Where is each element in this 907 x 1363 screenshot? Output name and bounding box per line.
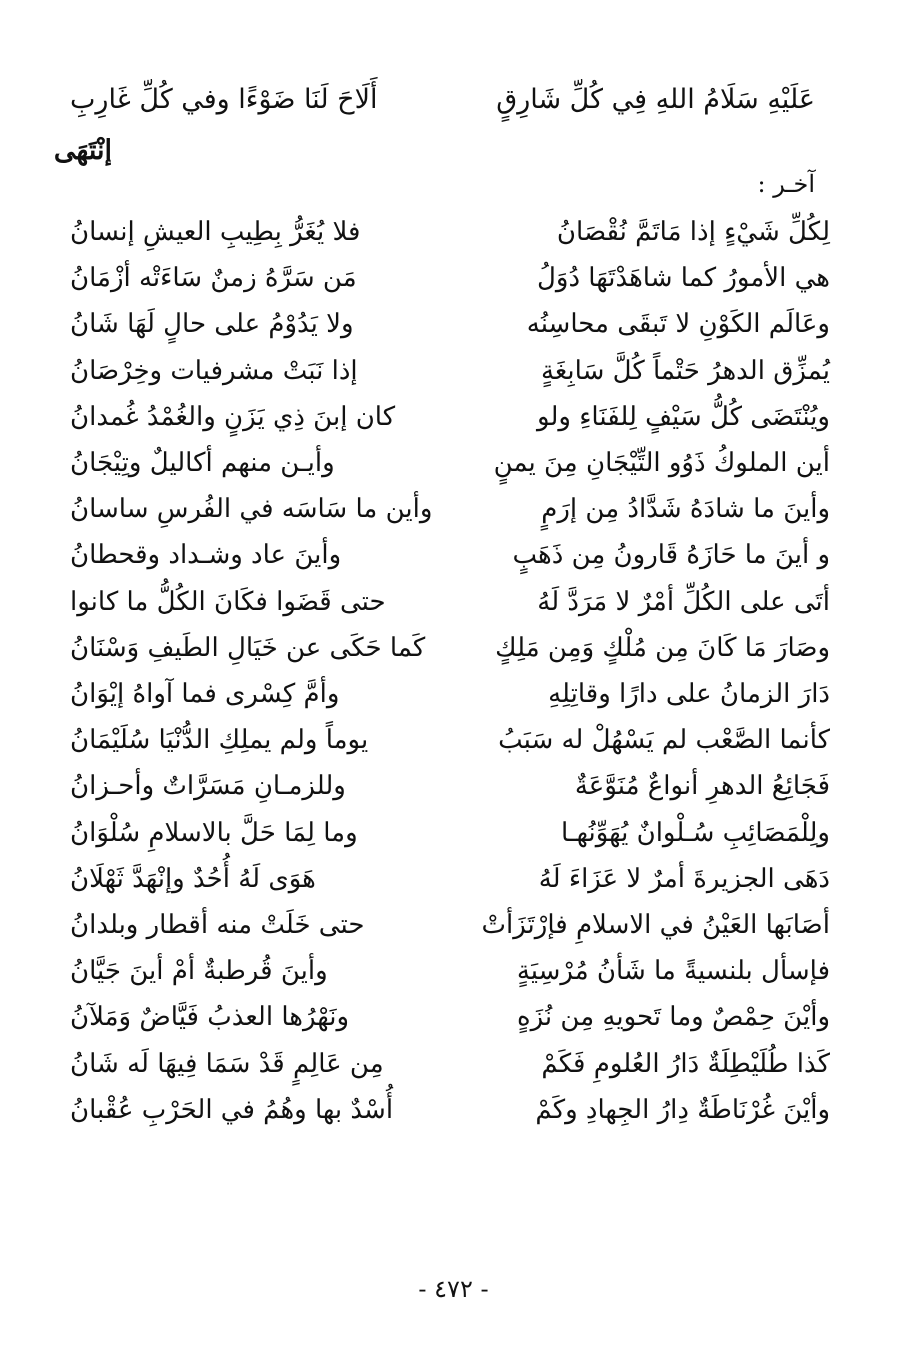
- verse-second-half: وأينَ عاد وشـداد وقحطانُ: [70, 540, 342, 571]
- verse-second-half: كان إبنَ ذِي يَزَنٍ والغُمْدُ غُمدانُ: [70, 401, 396, 432]
- verse-second-half: وما لِمَا حَلَّ بالاسلامِ سُلْوَانُ: [70, 817, 358, 848]
- verse-first-half: وأينَ ما شادَهُ شَدَّادُ مِن إرَمٍ: [541, 494, 830, 525]
- verse-first-half: كَذا طُلَيْطِلَةٌ دَارُ العُلومِ فَكَمْ: [541, 1048, 830, 1079]
- verse-row: [60, 258, 830, 298]
- verse-row: [60, 766, 830, 806]
- verse-first-half: فَجَائِعُ الدهرِ أنواعٌ مُنَوَّعَةٌ: [574, 771, 830, 802]
- verse-second-half: وللزمـانِ مَسَرَّاتٌ وأحـزانُ: [70, 771, 346, 802]
- verse-row: [60, 720, 830, 760]
- verse-first-half: لِكُلِّ شَيْءٍ إذا مَاتَمَّ نُقْصَانُ: [556, 217, 830, 247]
- verse-row: [60, 397, 830, 437]
- verse-row: [60, 813, 830, 853]
- page-number: - ٤٧٢ -: [418, 1275, 489, 1303]
- top-verse-first-half: عَلَيْهِ سَلَامُ اللهِ فِي كُلِّ شَارِقٍ: [496, 84, 815, 115]
- verse-second-half: يوماً ولم يملِكِ الدُّنْيَا سُلَيْمَانُ: [70, 725, 369, 756]
- verse-second-half: فلا يُغَرُّ بِطِيبِ العيشِ إنسانُ: [70, 217, 361, 247]
- section-label: آخـر :: [757, 170, 815, 198]
- verse-second-half: مَن سَرَّهُ زمنٌ سَاءَتْه أزْمَانُ: [70, 263, 357, 294]
- top-verse-second-half: أَلَاحَ لَنَا ضَوْءًا وفي كُلِّ غَارِبِ: [70, 84, 378, 115]
- verse-second-half: كَما حَكَى عن خَيَالِ الطَيفِ وَسْنَانُ: [70, 632, 426, 663]
- verse-row: [60, 1090, 830, 1130]
- verse-first-half: هي الأمورُ كما شاهَدْتَهَا دُوَلُ: [537, 263, 830, 294]
- verse-row: [60, 535, 830, 575]
- verse-first-half: أين الملوكُ ذَوُو التِّيْجَانِ مِنَ يمنٍ: [493, 448, 830, 478]
- verse-second-half: حتى خَلَتْ منه أقطار وبلدانُ: [70, 910, 365, 940]
- verse-first-half: ويُنْتَضَى كُلُّ سَيْفٍ لِلفَنَاءِ ولو: [537, 401, 830, 432]
- verse-first-half: أتَى على الكُلِّ أمْرٌ لا مَرَدَّ لَهُ: [537, 586, 830, 617]
- verse-row: [60, 1044, 830, 1084]
- verse-second-half: ولا يَدُوْمُ على حالٍ لَهَا شَانُ: [70, 309, 354, 340]
- verse-second-half: وأمَّ كِسْرى فما آواهُ إيْوَانُ: [70, 679, 340, 709]
- verse-first-half: كأنما الصَّعْب لم يَسْهُلْ له سَبَبُ: [498, 725, 830, 756]
- verse-row: [60, 304, 830, 344]
- verse-first-half: يُمزِّق الدهرُ حَتْماً كُلَّ سَابِغَةٍ: [540, 355, 830, 386]
- verse-second-half: وأيـن منهم أكاليلٌ وتِيْجَانُ: [70, 448, 335, 478]
- ending-word: إنْتَهَى: [53, 135, 112, 166]
- verse-second-half: أُسْدٌ بها وهُمُ في الحَرْبِ عُقْبانُ: [70, 1094, 394, 1125]
- verse-first-half: دَهَى الجزيرةَ أمرٌ لا عَزَاءَ لَهُ: [538, 863, 830, 894]
- verse-row: [60, 674, 830, 714]
- verse-first-half: أصَابَها العَيْنُ في الاسلامِ فإرْتَزَأتْ: [481, 910, 830, 940]
- verse-row: [60, 212, 830, 252]
- verse-first-half: ولِلْمَصَائِبِ سُـلْوانٌ يُهَوِّنُهـا: [560, 817, 830, 848]
- verse-row: [60, 859, 830, 899]
- verse-first-half: دَارَ الزمانُ على دارًا وقاتِلِهِ: [548, 679, 830, 709]
- verse-first-half: وصَارَ مَا كَانَ مِن مُلْكٍ وَمِن مَلِكٍ: [495, 632, 830, 663]
- verse-row: [60, 489, 830, 529]
- verse-first-half: وأيْنَ غُرْنَاطَةٌ دِارُ الجِهادِ وكَمْ: [535, 1094, 830, 1125]
- verse-second-half: وأين ما سَاسَه في الفُرسِ ساسانُ: [70, 494, 433, 525]
- verse-first-half: و أينَ ما حَازَهُ قَارونُ مِن ذَهَبٍ: [512, 540, 830, 571]
- verse-row: [60, 582, 830, 622]
- verse-second-half: مِن عَالِمٍ قَدْ سَمَا فِيهَا لَه شَانُ: [70, 1048, 384, 1079]
- verse-second-half: حتى قَضَوا فكَانَ الكُلُّ ما كانوا: [70, 586, 386, 617]
- verse-row: [60, 443, 830, 483]
- verse-first-half: فإسأل بلنسيةً ما شَأنُ مُرْسِيَةٍ: [516, 956, 830, 987]
- verse-second-half: ونَهْرُها العذبُ فَيَّاضٌ وَمَلآنُ: [70, 1002, 350, 1033]
- verse-row: [60, 997, 830, 1037]
- verse-second-half: هَوَى لَهُ أُحُدٌ وإنْهَدَّ ثَهْلَانُ: [70, 863, 316, 894]
- verse-row: [60, 951, 830, 991]
- verse-second-half: وأينَ قُرطبةٌ أمْ أينَ جَيَّانُ: [70, 956, 328, 987]
- verse-row: [60, 351, 830, 391]
- verse-second-half: إذا نَبَتْ مشرفيات وخِرْصَانُ: [70, 355, 358, 386]
- verse-row: [60, 905, 830, 945]
- verse-first-half: وأيْنَ حِمْصٌ وما تَحويهِ مِن نُزَهٍ: [516, 1002, 830, 1033]
- verse-row: [60, 628, 830, 668]
- verse-first-half: وعَالَم الكَوْنِ لا تَبقَى محاسِنُه: [526, 309, 830, 340]
